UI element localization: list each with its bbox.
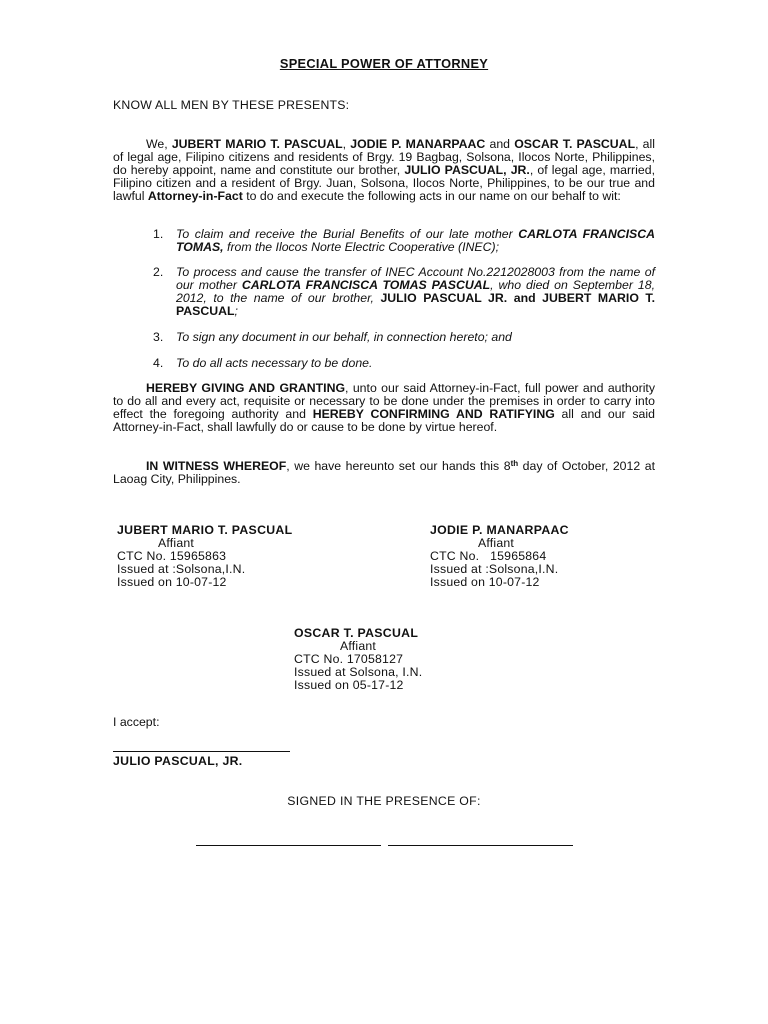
intro-text-4: to do and execute the following acts in our name on our behalf to wit:	[242, 189, 621, 203]
affiant-issued-at: Issued at :Solsona,I.N.	[117, 562, 246, 576]
attorney-signature-name: JULIO PASCUAL, JR.	[113, 754, 243, 768]
item-2-text-e: ;	[234, 304, 238, 318]
witness-ordinal: th	[510, 459, 519, 468]
item-2-names: JULIO PASCUAL JR. and JUBERT MARIO T. PASCUAL	[176, 291, 655, 318]
affiant-issued-on: Issued on 10-07-12	[430, 575, 540, 589]
affiant-ctc: CTC No. 15965863	[117, 549, 227, 563]
item-1-text-a: To claim and receive the Burial Benefits of our late mother	[176, 227, 519, 241]
affiant-block-1	[117, 524, 292, 589]
granting-bold-2: HEREBY CONFIRMING AND RATIFYING	[312, 407, 555, 421]
affiant-issued-on: Issued on 10-07-12	[117, 575, 227, 589]
intro-text-2: , all of legal age, Filipino citizens and residents of Brgy. 19 Bagbag, Solsona, Ilocos Norte, Philippines, do hereby appoint, name and constitute our brother,	[113, 137, 655, 177]
witness-text-1: , we have hereunto set our hands this 8	[286, 459, 511, 473]
granting-text-1: , unto our said Attorney-in-Fact, full power and authority to do all and every act, requisite or necessary to be done under the premises in order to carry into effect the foregoing authority and	[113, 381, 655, 421]
list-item-number: 4.	[153, 356, 164, 370]
affiant-role: Affiant	[478, 536, 515, 550]
granting-bold-1: HEREBY GIVING AND GRANTING	[146, 381, 346, 395]
list-item	[153, 228, 655, 254]
accept-label: I accept:	[113, 715, 160, 729]
affiant-name: OSCAR T. PASCUAL	[294, 626, 419, 640]
affiant-role: Affiant	[158, 536, 195, 550]
item-2-name: CARLOTA FRANCISCA TOMAS PASCUAL	[241, 278, 491, 292]
acceptance-name	[113, 755, 243, 768]
granting-text-2: all and our said Attorney-in-Fact, shall lawfully do or cause to be done by virtue hereof.	[113, 407, 655, 434]
list-item-text	[176, 331, 655, 344]
affiant-block-3	[294, 627, 422, 692]
list-item	[153, 331, 655, 344]
witness-heading: SIGNED IN THE PRESENCE OF:	[287, 794, 481, 808]
document-title: SPECIAL POWER OF ATTORNEY	[279, 56, 489, 71]
affiant-issued-on: Issued on 05-17-12	[294, 678, 404, 692]
granting-paragraph	[113, 382, 655, 434]
witness-signature-line-1	[196, 845, 381, 846]
item-3-text: To sign any document in our behalf, in connection hereto; and	[176, 330, 512, 344]
item-1-text-c: from the Ilocos Norte Electric Cooperative (INEC);	[223, 240, 500, 254]
affiant-name: JODIE P. MANARPAAC	[430, 523, 569, 537]
principal-name-2: JODIE P. MANARPAAC	[350, 137, 486, 151]
affiant-name: JUBERT MARIO T. PASCUAL	[117, 523, 293, 537]
affiant-role: Affiant	[340, 639, 377, 653]
witness-bold: IN WITNESS WHEREOF	[146, 459, 287, 473]
affiant-issued-at: Issued at :Solsona,I.N.	[430, 562, 559, 576]
list-item	[153, 357, 655, 370]
opening-line: KNOW ALL MEN BY THESE PRESENTS:	[113, 98, 350, 112]
witness-text-2: day of October, 2012 at Laoag City, Philippines.	[113, 459, 655, 486]
list-item-number: 3.	[153, 330, 164, 344]
list-item-text	[176, 228, 655, 254]
affiant-ctc: CTC No. 15965864	[430, 549, 547, 563]
item-2-text-c: , who died on September 18, 2012, to the name of our brother,	[176, 278, 655, 305]
principal-name-3: OSCAR T. PASCUAL	[514, 137, 636, 151]
intro-paragraph	[113, 138, 655, 203]
list-item-text	[176, 357, 655, 370]
list-item-text	[176, 266, 655, 318]
list-item	[153, 266, 655, 318]
intro-sep: ,	[342, 137, 351, 151]
witness-signature-line-2	[388, 845, 573, 846]
intro-text-1: We,	[146, 137, 172, 151]
attorney-in-fact-term: Attorney-in-Fact	[147, 189, 243, 203]
principal-name-1: JUBERT MARIO T. PASCUAL	[171, 137, 343, 151]
item-4-text: To do all acts necessary to be done.	[176, 356, 373, 370]
item-1-name: CARLOTA FRANCISCA TOMAS,	[176, 227, 655, 254]
intro-text-3: , of legal age, married, Filipino citizen and a resident of Brgy. Juan, Solsona, Ilocos Norte, Philippines, to be our true and lawful	[113, 163, 655, 203]
affiant-ctc: CTC No. 17058127	[294, 652, 404, 666]
witness-paragraph	[113, 460, 655, 486]
list-item-number: 2.	[153, 265, 164, 279]
affiant-block-2	[430, 524, 569, 589]
acceptance-signature-line	[113, 751, 290, 752]
item-2-text-a: To process and cause the transfer of INEC Account No.2212028003 from the name of our mother	[176, 265, 655, 292]
affiant-issued-at: Issued at Solsona, I.N.	[294, 665, 423, 679]
attorney-name: JULIO PASCUAL, JR.	[404, 163, 530, 177]
intro-and: and	[485, 137, 515, 151]
list-item-number: 1.	[153, 227, 164, 241]
